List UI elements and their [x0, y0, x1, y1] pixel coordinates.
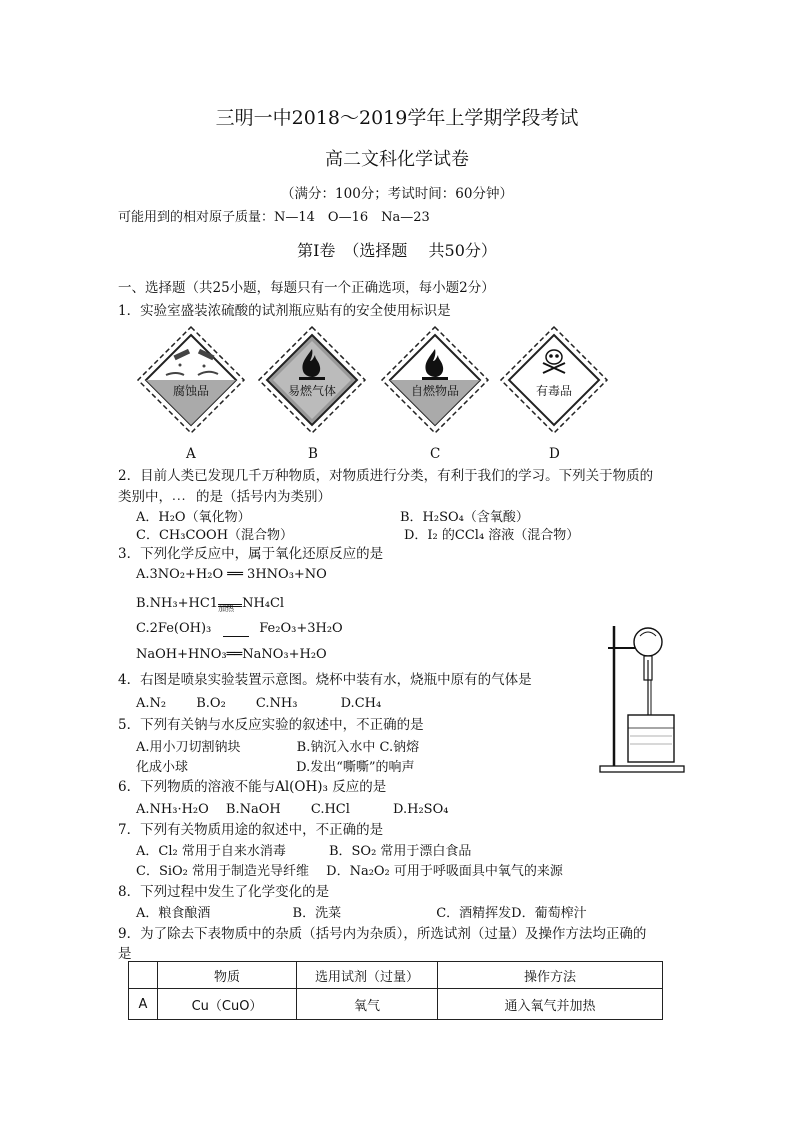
table-header-cell: 操作方法: [438, 962, 663, 989]
q5-options-line1: A.用小刀切割钠块 B.钠沉入水中 C.钠熔: [136, 740, 420, 755]
exam-subtitle: 高二文科化学试卷: [325, 149, 469, 170]
skull-icon: [499, 325, 609, 435]
q2-stem-line2: [118, 485, 331, 505]
table-header-row: [129, 962, 663, 989]
q3-option-c: [136, 621, 343, 637]
q3-option-d: NaOH+HNO₃══NaNO₃+H₂O: [136, 647, 327, 662]
sign-c-label: 自燃物品: [410, 384, 459, 398]
corrosive-icon: [136, 325, 246, 435]
q7-stem: 7．下列有关物质用途的叙述中，不正确的是: [118, 822, 384, 838]
q8-stem: 8．下列过程中发生了化学变化的是: [118, 884, 330, 900]
q3-option-b-arrow: [218, 594, 242, 613]
section-instruction: 一、选择题（共25小题，每题只有一个正确选项，每小题2分）: [118, 280, 495, 296]
hazard-sign-a: [136, 325, 246, 435]
table-cell: Cu（CuO）: [158, 989, 297, 1020]
q5-stem: 5．下列有关钠与水反应实验的叙述中，不正确的是: [118, 717, 424, 733]
q2-option-d: D．I₂ 的CCl₄ 溶液（混合物）: [404, 528, 580, 543]
q2-stem-line1: 2．目前人类已发现几千万种物质，对物质进行分类，有利于我们的学习。下列关于物质的: [118, 468, 654, 484]
q2-stem-part-a: 类别中，: [118, 489, 172, 505]
q3-option-b-left: B.NH₃+HC1: [136, 596, 219, 611]
hazard-sign-c: [380, 325, 490, 435]
sign-a-letter: A: [186, 446, 196, 462]
q5-options-line2: 化成小球 D.发出“嘶嘶”的响声: [136, 760, 415, 775]
q9-stem-line2: 是: [118, 946, 132, 962]
sign-b-letter: B: [308, 446, 318, 462]
q3-option-c-blank: [223, 621, 249, 637]
atomic-mass-line: 可能用到的相对原子质量：N—14 O—16 Na—23: [118, 210, 430, 225]
q9-table: [128, 961, 663, 1020]
q2-option-a: A．H₂O（氧化物）: [136, 510, 251, 525]
table-row: [129, 989, 663, 1020]
flame-icon: [257, 325, 367, 435]
q3-option-b-condition: 加热: [218, 604, 235, 613]
sign-d-letter: D: [549, 446, 560, 462]
section-title: 第Ⅰ卷 （选择题 共50分）: [297, 241, 497, 260]
q6-stem: 6．下列物质的溶液不能与Al(OH)₃ 反应的是: [118, 779, 387, 795]
sign-a-label: 腐蚀品: [172, 384, 209, 398]
q3-option-c-right: Fe₂O₃+3H₂O: [259, 621, 343, 636]
sign-d-label: 有毒品: [535, 384, 572, 398]
table-header-cell: 选用试剂（过量）: [297, 962, 438, 989]
q3-option-a: A.3NO₂+H₂O ══ 3HNO₃+NO: [136, 567, 327, 582]
q7-options-line2: C．SiO₂ 常用于制造光导纤维 D．Na₂O₂ 可用于呼吸面具中氧气的来源: [136, 864, 563, 879]
hazard-sign-d: [499, 325, 609, 435]
q9-stem-line1: 9．为了除去下表物质中的杂质（括号内为杂质），所选试剂（过量）及操作方法均正确的: [118, 926, 647, 942]
q4-stem: 4．右图是喷泉实验装置示意图。烧杯中装有水，烧瓶中原有的气体是: [118, 672, 532, 688]
q2-stem-part-b: 的是（括号内为类别）: [196, 489, 331, 505]
fountain-apparatus-figure: [598, 620, 688, 775]
hazard-sign-b: [257, 325, 367, 435]
q7-options-line1: A．Cl₂ 常用于自来水消毒 B．SO₂ 常用于漂白食品: [136, 844, 472, 859]
q3-stem: 3．下列化学反应中，属于氧化还原反应的是: [118, 546, 384, 562]
q6-options: A.NH₃·H₂O B.NaOH C.HCl D.H₂SO₄: [136, 802, 449, 817]
q1-stem: 1．实验室盛装浓硫酸的试剂瓶应贴有的安全使用标识是: [118, 303, 451, 319]
table-header-cell: 物质: [158, 962, 297, 989]
exam-title: 三明一中2018～2019学年上学期学段考试: [215, 107, 579, 129]
sign-c-letter: C: [430, 446, 441, 462]
exam-meta: （满分：100分；考试时间：60分钟）: [281, 186, 513, 202]
table-cell: 氧气: [297, 989, 438, 1020]
q3-option-b: [136, 594, 284, 611]
q8-options: A．粮食酿酒 B．洗菜 C．酒精挥发D．葡萄榨汁: [136, 906, 587, 921]
q2-option-c: C．CH₃COOH（混合物）: [136, 528, 294, 543]
table-header-cell: [129, 962, 158, 989]
table-cell: 通入氧气并加热: [438, 989, 663, 1020]
q3-option-b-right: NH₄Cl: [242, 596, 285, 611]
q2-option-b: B．H₂SO₄（含氧酸）: [400, 510, 529, 525]
sign-b-label: 易燃气体: [287, 384, 336, 398]
q3-option-c-left: C.2Fe(OH)₃: [136, 621, 212, 636]
q4-options: A.N₂ B.O₂ C.NH₃ D.CH₄: [136, 696, 382, 711]
flame-icon: [380, 325, 490, 435]
table-cell: A: [129, 989, 158, 1020]
